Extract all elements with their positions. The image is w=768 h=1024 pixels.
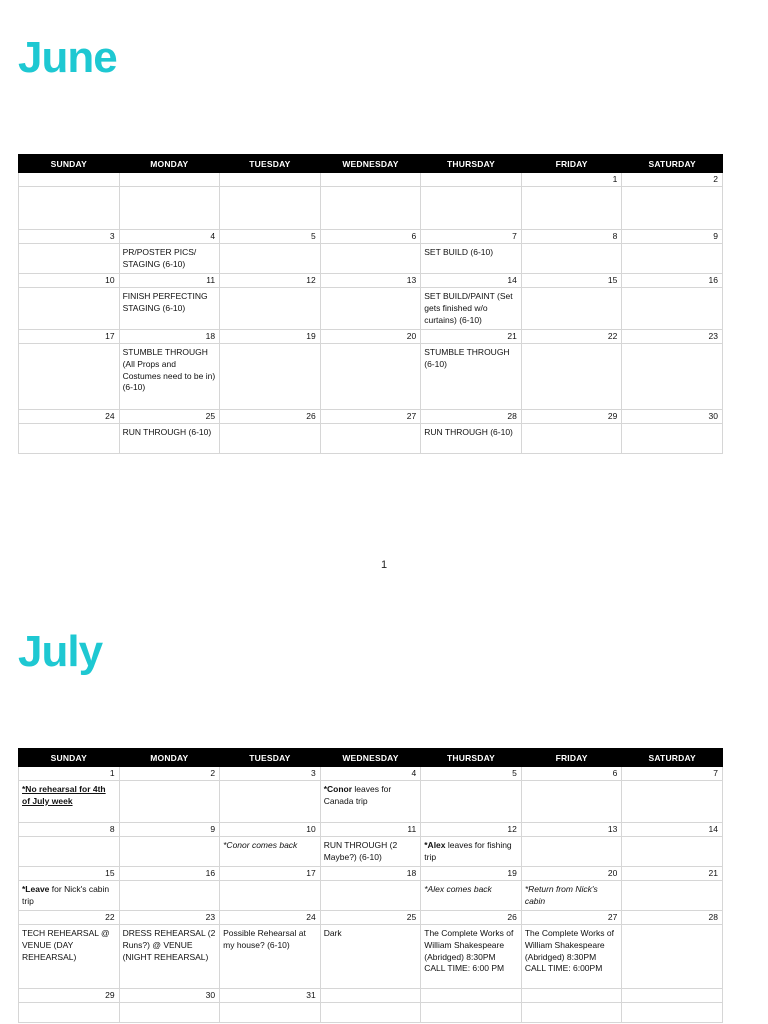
day-event [521,781,622,823]
day-number [421,173,522,187]
day-number: 19 [220,330,321,344]
day-number: 27 [320,410,421,424]
day-number: 22 [19,911,120,925]
day-event: *No rehearsal for 4th of July week [19,781,120,823]
day-event [622,288,723,330]
day-event: *Return from Nick's cabin [521,881,622,911]
day-event: RUN THROUGH (6-10) [421,424,522,454]
day-number: 28 [421,410,522,424]
day-number: 12 [421,823,522,837]
day-number [421,989,522,1003]
day-number: 17 [220,867,321,881]
day-number: 23 [622,330,723,344]
day-number: 29 [19,989,120,1003]
weekday-thursday: THURSDAY [421,155,522,173]
weekday-wednesday: WEDNESDAY [320,749,421,767]
day-event [320,288,421,330]
day-number: 1 [521,173,622,187]
day-number: 10 [220,823,321,837]
day-event [622,925,723,989]
day-number: 1 [19,767,120,781]
day-number: 3 [19,230,120,244]
day-event: RUN THROUGH (6-10) [119,424,220,454]
day-event [19,244,120,274]
day-event: SET BUILD (6-10) [421,244,522,274]
day-event: Dark [320,925,421,989]
day-number: 6 [521,767,622,781]
day-number: 8 [19,823,120,837]
day-event [220,781,321,823]
day-number: 15 [19,867,120,881]
weekday-friday: FRIDAY [521,155,622,173]
day-number: 25 [320,911,421,925]
day-event [320,244,421,274]
weekday-tuesday: TUESDAY [220,155,321,173]
weekday-saturday: SATURDAY [622,155,723,173]
day-number: 23 [119,911,220,925]
day-number: 7 [421,230,522,244]
day-number: 13 [521,823,622,837]
day-event [521,244,622,274]
day-event: Possible Rehearsal at my house? (6-10) [220,925,321,989]
july-calendar [18,748,723,1023]
day-event: *Alex leaves for fishing trip [421,837,522,867]
day-event [220,424,321,454]
page-number: 1 [380,559,388,571]
day-number: 21 [421,330,522,344]
day-number: 22 [521,330,622,344]
july-title: July [18,627,103,676]
day-event [622,781,723,823]
day-event: *Conor leaves for Canada trip [320,781,421,823]
day-number: 18 [119,330,220,344]
weekday-wednesday: WEDNESDAY [320,155,421,173]
day-number: 9 [622,230,723,244]
day-number: 30 [622,410,723,424]
day-event [622,187,723,230]
day-number: 20 [521,867,622,881]
day-event [622,881,723,911]
weekday-thursday: THURSDAY [421,749,522,767]
day-event [421,1003,522,1023]
day-number: 25 [119,410,220,424]
day-event [521,187,622,230]
day-event [622,424,723,454]
day-number: 26 [421,911,522,925]
weekday-tuesday: TUESDAY [220,749,321,767]
day-event [521,344,622,410]
day-number: 13 [320,274,421,288]
day-number: 16 [622,274,723,288]
day-number: 15 [521,274,622,288]
day-event [19,187,120,230]
day-event [622,344,723,410]
day-number: 17 [19,330,120,344]
day-event: DRESS REHEARSAL (2 Runs?) @ VENUE (NIGHT REHEARSAL) [119,925,220,989]
day-number: 12 [220,274,321,288]
day-event [320,1003,421,1023]
day-number: 11 [320,823,421,837]
day-event [19,1003,120,1023]
day-event [320,424,421,454]
day-event [521,1003,622,1023]
day-number [19,173,120,187]
day-event: The Complete Works of William Shakespeare (Abridged) 8:30PM CALL TIME: 6:00PM [521,925,622,989]
day-number: 14 [622,823,723,837]
day-event [622,837,723,867]
day-event: TECH REHEARSAL @ VENUE (DAY REHEARSAL) [19,925,120,989]
day-number: 31 [220,989,321,1003]
day-event [220,881,321,911]
day-event: The Complete Works of William Shakespeare (Abridged) 8:30PM CALL TIME: 6:00 PM [421,925,522,989]
day-number: 9 [119,823,220,837]
day-number: 19 [421,867,522,881]
day-event [320,881,421,911]
day-event [19,288,120,330]
day-event [19,424,120,454]
day-event [19,344,120,410]
day-number: 11 [119,274,220,288]
day-number [320,989,421,1003]
day-number: 26 [220,410,321,424]
day-event: *Leave for Nick's cabin trip [19,881,120,911]
day-number: 16 [119,867,220,881]
day-number: 5 [220,230,321,244]
day-event: STUMBLE THROUGH (All Props and Costumes need to be in) (6-10) [119,344,220,410]
day-event: PR/POSTER PICS/ STAGING (6-10) [119,244,220,274]
day-number: 27 [521,911,622,925]
day-event [119,187,220,230]
day-event [119,781,220,823]
day-event [622,1003,723,1023]
day-number: 29 [521,410,622,424]
day-number: 2 [622,173,723,187]
day-number: 20 [320,330,421,344]
day-event [320,187,421,230]
day-number [220,173,321,187]
weekday-sunday: SUNDAY [19,749,120,767]
day-number: 30 [119,989,220,1003]
june-calendar [18,154,723,454]
day-number: 21 [622,867,723,881]
day-event: STUMBLE THROUGH (6-10) [421,344,522,410]
day-event [421,187,522,230]
day-number: 3 [220,767,321,781]
day-event [220,344,321,410]
day-event [521,424,622,454]
day-event: *Conor comes back [220,837,321,867]
weekday-saturday: SATURDAY [622,749,723,767]
day-event [220,244,321,274]
day-event: FINISH PERFECTING STAGING (6-10) [119,288,220,330]
day-event: *Alex comes back [421,881,522,911]
day-number [622,989,723,1003]
day-number: 7 [622,767,723,781]
day-number: 14 [421,274,522,288]
day-event [220,187,321,230]
day-number [521,989,622,1003]
june-title: June [18,33,117,82]
weekday-sunday: SUNDAY [19,155,120,173]
day-number: 6 [320,230,421,244]
weekday-header [19,749,723,767]
day-number [119,173,220,187]
day-number: 2 [119,767,220,781]
day-event: RUN THROUGH (2 Maybe?) (6-10) [320,837,421,867]
day-event [220,1003,321,1023]
day-event [119,881,220,911]
day-number: 10 [19,274,120,288]
weekday-monday: MONDAY [119,749,220,767]
day-event [421,781,522,823]
day-event [119,837,220,867]
day-number: 24 [220,911,321,925]
day-event [119,1003,220,1023]
day-event [521,837,622,867]
weekday-header [19,155,723,173]
day-number: 24 [19,410,120,424]
day-number: 4 [320,767,421,781]
day-number: 28 [622,911,723,925]
day-event [220,288,321,330]
day-event [521,288,622,330]
day-number: 4 [119,230,220,244]
day-event: SET BUILD/PAINT (Set gets finished w/o curtains) (6-10) [421,288,522,330]
day-event [320,344,421,410]
weekday-friday: FRIDAY [521,749,622,767]
weekday-monday: MONDAY [119,155,220,173]
day-event [19,837,120,867]
day-event [622,244,723,274]
day-number: 5 [421,767,522,781]
day-number: 8 [521,230,622,244]
day-number [320,173,421,187]
day-number: 18 [320,867,421,881]
